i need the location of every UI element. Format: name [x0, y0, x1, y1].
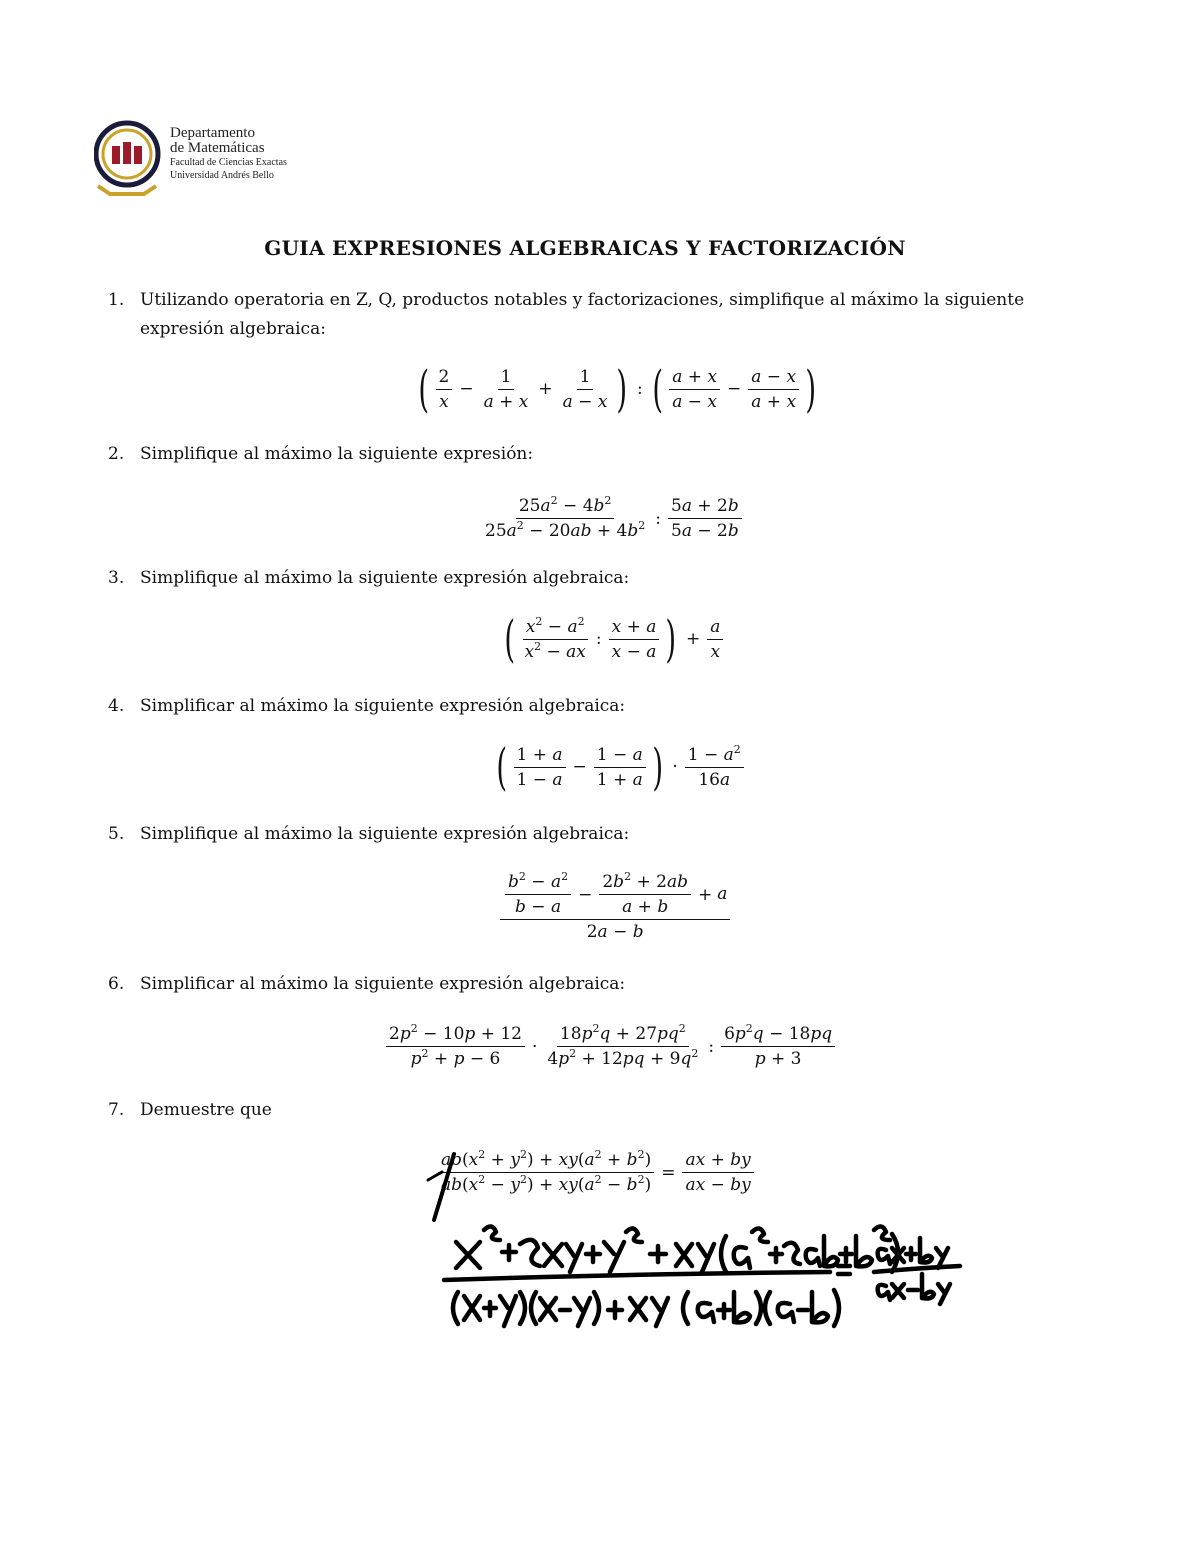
exercise-1-formula: ( $\frac{2}{x}$ − $\frac{1}{a + x}$ + $\frac{1}{a - x}$ ) : ( $\frac{a + x}{a - x}$ − $\frac{a - x}{a + x}$ ) — [418, 360, 817, 418]
exercise-1-text: Utilizando operatoria en Z, Q, productos notables y factorizaciones, simplifique al máximo la siguiente expresión algebraica: — [140, 290, 1025, 339]
seal-icon — [94, 116, 164, 200]
exercise-2-formula: $\frac{25a^2 - 4b^2}{25a^2 - 20ab + 4b^2}$ : $\frac{5a + 2b}{5a - 2b}$ — [480, 496, 744, 541]
document-title: GUIA EXPRESIONES ALGEBRAICAS Y FACTORIZACIÓN — [264, 236, 906, 260]
handwritten-work — [420, 1140, 980, 1350]
logo-text — [170, 126, 287, 182]
logo-line-faculty: Facultad de Ciencias Exactas — [170, 157, 287, 168]
university-logo — [94, 116, 334, 202]
exercise-7-formula: $\frac{ab(x^2 + y^2) + xy(a^2 + b^2)}{ab(x^2 - y^2) + xy(a^2 - b^2)}$ = $\frac{ax + by}{ax - by}$ — [436, 1150, 756, 1195]
exercise-6-text: Simplificar al máximo la siguiente expresión algebraica: — [140, 974, 626, 994]
exercise-7-text: Demuestre que — [140, 1100, 272, 1120]
exercise-2-text: Simplifique al máximo la siguiente expresión: — [140, 444, 534, 464]
exercise-6-number: 6. — [108, 974, 125, 994]
exercise-3-text: Simplifique al máximo la siguiente expresión algebraica: — [140, 568, 630, 588]
logo-line-university: Universidad Andrés Bello — [170, 170, 274, 181]
exercise-3-formula: ( $\frac{x^2 - a^2}{x^2 - ax}$ : $\frac{x + a}{x - a}$ ) + $\frac{a}{x}$ — [500, 614, 725, 664]
logo-line-department: Departamento — [170, 125, 255, 141]
exercise-4-text: Simplificar al máximo la siguiente expresión algebraica: — [140, 696, 626, 716]
exercise-4-number: 4. — [108, 696, 125, 716]
exercise-5-formula: $\frac{b^2 - a^2}{b - a}$ − $\frac{2b^2 + 2ab}{a + b}$ + a 2a − b — [498, 872, 732, 942]
exercise-5-text: Simplifique al máximo la siguiente expresión algebraica: — [140, 824, 630, 844]
exercise-7-number: 7. — [108, 1100, 125, 1120]
exercise-6-formula: $\frac{2p^2 - 10p + 12}{p^2 + p - 6}$ · $\frac{18p^2q + 27pq^2}{4p^2 + 12pq + 9q^2}$ : $\frac{6p^2q - 18pq}{p + 3}$ — [384, 1024, 837, 1069]
exercise-3-number: 3. — [108, 568, 125, 588]
exercise-1-number: 1. — [108, 290, 125, 310]
logo-line-mathematics: de Matemáticas — [170, 140, 265, 156]
exercise-2-number: 2. — [108, 444, 125, 464]
exercise-4-formula: ( $\frac{1 + a}{1 - a}$ − $\frac{1 - a}{1 + a}$ ) · $\frac{1 - a^2}{16a}$ — [492, 742, 746, 792]
exercise-5-number: 5. — [108, 824, 125, 844]
